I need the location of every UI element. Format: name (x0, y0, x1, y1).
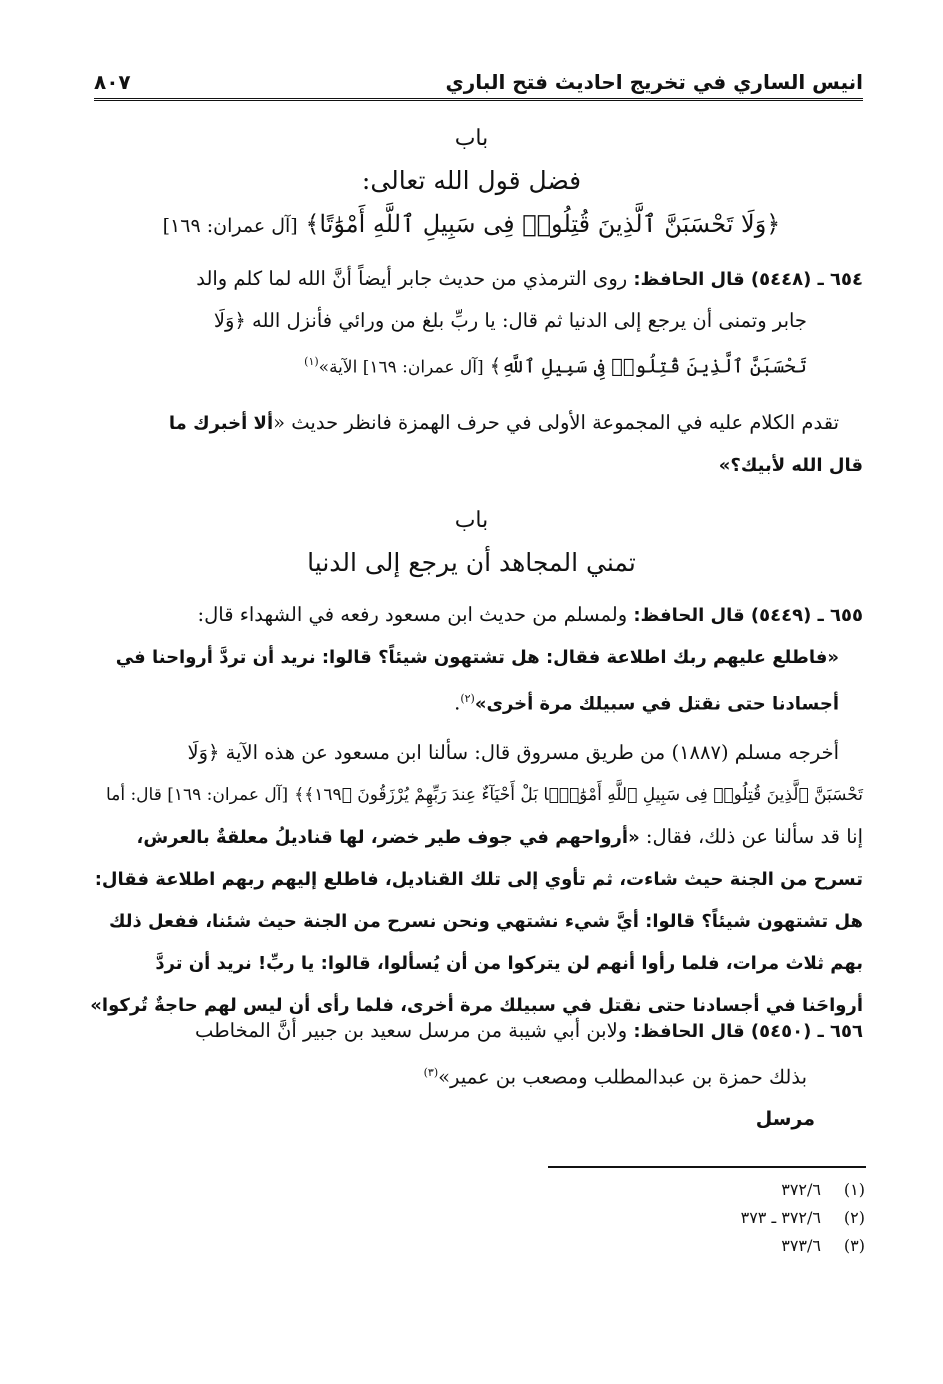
verdict: مرسل (755, 1108, 815, 1130)
footnote-mark: (٢) (460, 692, 475, 705)
verse-reference: [آل عمران: ١٦٩] (162, 215, 298, 237)
footnote-text: ٣٧٢/٦ ـ ٣٧٣ (740, 1208, 821, 1227)
paragraph-654 (82, 402, 863, 486)
entry-655 (82, 594, 863, 725)
entry-verse-ref: [آل عمران: ١٦٩] الآية» (318, 357, 484, 378)
hafiz-label: قال الحافظ: (633, 605, 745, 626)
entry-text: روى الترمذي من حديث جابر أيضاً أنَّ الله لما كلم والد (196, 267, 628, 290)
hafiz-label: قال الحافظ: (633, 1021, 745, 1042)
para-line-3-bold: «أرواحهم في جوف طير خضر، لها قناديلُ معلقةٌ بالعرش، (136, 827, 640, 848)
entry-656 (82, 1010, 863, 1098)
footnote-1 (565, 1180, 865, 1208)
footnote-number: (٢) (843, 1208, 865, 1227)
hadith-text-2: أجسادنا حتى نقتل في سبيلك مرة أخرى» (474, 693, 839, 715)
para-line-1: أخرجه مسلم (١٨٨٧) من طريق مسروق قال: سألنا ابن مسعود عن هذه الآية ﴿وَلَا (187, 741, 839, 764)
footnote-number: (٣) (843, 1236, 865, 1255)
footnote-mark: (١) (304, 355, 319, 368)
para-verse-ref: [آل عمران: ١٦٩] قال: أما (106, 785, 289, 805)
footnotes (565, 1180, 865, 1264)
para-line-6: بهم ثلاث مرات، فلما رأوا أنهم لن يتركوا من أن يُسألوا، قالوا: يا ربِّ! نريد أن تردَّ (155, 953, 863, 974)
footnote-3 (565, 1236, 865, 1264)
para-verse: تَحْسَبَنَّ ٱلَّذِينَ قُتِلُوا۟ فِى سَبِيلِ ٱللَّهِ أَمْوَٰتًۢا بَلْ أَحْيَآءٌ عِندَ رَبِّهِمْ يُرْزَقُونَ ﴿١٦٩﴾﴾ (294, 785, 863, 805)
page-header (94, 58, 863, 101)
para-bold-1: ألا أخبرك ما (168, 413, 274, 434)
verse-text: ﴿وَلَا تَحْسَبَنَّ ٱلَّذِينَ قُتِلُوا۟ فِى سَبِيلِ ٱللَّهِ أَمْوَٰتًا﴾ (305, 210, 781, 238)
para-line-4: تسرح من الجنة حيث شاءت، ثم تأوي إلى تلك القناديل، فاطلع إليهم ربهم اطلاعة فقال: (94, 869, 863, 890)
section-2-bab: باب (454, 508, 489, 533)
hafiz-label: قال الحافظ: (633, 269, 745, 290)
section-2-title: تمني المجاهد أن يرجع إلى الدنيا (307, 548, 636, 577)
footnote-number: (١) (843, 1180, 865, 1199)
paragraph-655 (82, 732, 863, 1026)
hadith-text-1: «فاطلع عليهم ربك اطلاعة فقال: هل تشتهون شيئاً؟ قالوا: نريد أن تردَّ أرواحنا في (115, 647, 839, 668)
entry-verse: تَحْسَبَنَّ ٱلَّذِينَ قُتِلُوا۟ فِى سَبِيلِ ٱللَّهِ﴾ (489, 354, 807, 378)
entry-text: ولابن أبي شيبة من مرسل سعيد بن جبير أنَّ المخاطب (195, 1019, 628, 1042)
entry-text: ولمسلم من حديث ابن مسعود رفعه في الشهداء قال: (197, 603, 628, 626)
section-1-bab: باب (454, 126, 489, 151)
footnote-2 (565, 1208, 865, 1236)
entry-number: ٦٥٥ ـ (٥٤٤٩) (750, 605, 863, 626)
para-bold-2: قال الله لأبيك؟» (718, 455, 863, 476)
footnote-rule (548, 1166, 866, 1168)
para-text: تقدم الكلام عليه في المجموعة الأولى في حرف الهمزة فانظر حديث « (273, 411, 839, 434)
entry-number: ٦٥٤ ـ (٥٤٤٨) (750, 269, 863, 290)
section-1-title: فضل قول الله تعالى: (361, 166, 582, 195)
entry-text-2: جابر وتمنى أن يرجع إلى الدنيا ثم قال: يا ربِّ بلغ من ورائي فأنزل الله ﴿وَلَا (213, 309, 807, 332)
entry-654 (82, 258, 863, 389)
para-line-3: إنا قد سألنا عن ذلك، فقال: (645, 825, 863, 848)
footnote-text: ٣٧٢/٦ (781, 1180, 821, 1199)
entry-number: ٦٥٦ ـ (٥٤٥٠) (750, 1021, 863, 1042)
footnote-text: ٣٧٣/٦ (781, 1236, 821, 1255)
page-number: ٨٠٧ (94, 70, 131, 94)
running-title: انيس الساري في تخريج احاديث فتح الباري (445, 70, 863, 94)
entry-text-2: بذلك حمزة بن عبدالمطلب ومصعب بن عمير» (438, 1065, 807, 1089)
footnote-mark: (٣) (423, 1066, 439, 1079)
period: . (454, 691, 461, 715)
para-line-7: أرواحَنا في أجسادنا حتى نقتل في سبيلك مرة أخرى، فلما رأى أن ليس لهم حاجةٌ تُركوا» (90, 995, 863, 1016)
para-line-5: هل تشتهون شيئاً؟ قالوا: أيَّ شيء نشتهي ونحن نسرح من الجنة حيث شئنا، ففعل ذلك (108, 911, 863, 932)
section-1-verse (80, 210, 863, 238)
